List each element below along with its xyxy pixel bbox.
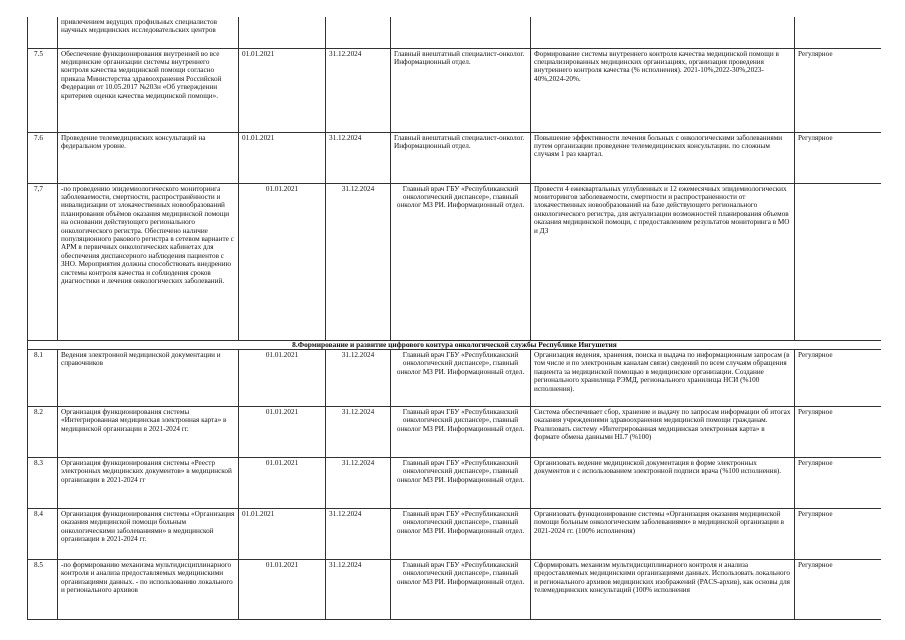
result-cell: Сформировать механизм мультидисциплинарного контроля и анализа предоставляемых медицинскими организациями данных. Использовать локального и регионального архивов медицинских изображений (PACS-архив), как основы для телемедицинских консультаций (100% исполнения (531, 559, 795, 619)
type-cell: Регулярное (795, 132, 882, 183)
action-cell: -по проведению эпидемиологического мониторинга заболеваемости, смертности, распространённости и инвалидизации от злокачественных новообразований планирования объёмов оказания медицинской помощи на основании действующего регионального онкологического регистра. Обеспечено наличие популяционного ракового регистра в сетевом варианте с АРМ в первичных онкологических кабинетах для обеспечения диспансерного наблюдения пациентов с ЗНО. Мероприятия должны способствовать внедрению системы контроля качества и соблюдения сроков диагностики и лечения онкологических заболеваний. (58, 183, 239, 340)
row-number (28, 17, 58, 48)
end-date-cell: 31.12.2024 (326, 48, 391, 132)
action-cell: Организация функционирования системы «Интегрированная медицинская электронная карта» в медицинской организации в 2021-2024 гг. (58, 406, 239, 457)
row-number: 7.5 (28, 48, 58, 132)
row-number: 8.2 (28, 406, 58, 457)
section-header-row (28, 340, 882, 349)
result-cell: Провести 4 ежеквартальных углубленных и 12 ежемесячных эпидемиологических мониторингов заболеваемости, смертности и распространенности от злокачественных новообразований на базе действующего регионального онкологического регистра, для актуализации возможностей планирования объемов оказания медицинской помощи, с предоставлением результатов мониторинга в МО и ДЗ (531, 183, 795, 340)
end-date-cell: 31.12.2024 (326, 349, 391, 406)
row-number: 7.6 (28, 132, 58, 183)
type-cell: Регулярное (795, 457, 882, 508)
start-date-cell: 01.01.2021 (239, 559, 326, 619)
start-date-cell: 01.01.2021 (239, 48, 326, 132)
responsible-cell: Главный внештатный специалист-онколог. Информационный отдел. (391, 132, 531, 183)
action-cell: Проведение телемедицинских консультаций на федеральном уровне. (58, 132, 239, 183)
action-cell: Ведения электронной медицинской документации и справочников (58, 349, 239, 406)
type-cell (795, 183, 882, 340)
table-row (28, 183, 882, 340)
result-cell: Формирование системы внутреннего контроля качества медицинской помощи в специализированных медицинских организациях, организация проведения внутреннего контроля качества (% исполнения). 2021-10%,2022-30%,2023-40%,2024-20%. (531, 48, 795, 132)
responsible-cell: Главный врач ГБУ «Республиканский онкологический диспансер», главный онколог МЗ РИ. Информационный отдел. (391, 559, 531, 619)
start-date-cell (239, 17, 326, 48)
responsible-cell: Главный врач ГБУ «Республиканский онкологический диспансер», главный онколог МЗ РИ. Информационный отдел. (391, 349, 531, 406)
table-row (28, 48, 882, 132)
table-row (28, 17, 882, 48)
type-cell: Регулярное (795, 508, 882, 559)
table-row (28, 132, 882, 183)
action-cell: -по формированию механизма мультидисциплинарного контроля и анализа предоставляемых медицинскими организациями данных. - по использованию локального и регионального архивов (58, 559, 239, 619)
result-cell: Организация ведения, хранения, поиска и выдача по информационным запросам (в том числе и по электронным каналам связи) сведений по всем случаям обращения пациента за медицинской помощью в медицинские организации. Создание регионального хранилища РЭМД, регионального хранилища НСИ (%100 исполнения). (531, 349, 795, 406)
start-date-cell: 01.01.2021 (239, 406, 326, 457)
type-cell: Регулярное (795, 406, 882, 457)
action-cell: Организация функционирования системы «Организация оказания медицинской помощи больным онкологическими заболеваниями» в медицинской организации в 2021-2024 гг. (58, 508, 239, 559)
type-cell: Регулярное (795, 48, 882, 132)
table-row (28, 457, 882, 508)
end-date-cell (326, 17, 391, 48)
row-number: 7,7 (28, 183, 58, 340)
table-row (28, 559, 882, 619)
row-number: 8.4 (28, 508, 58, 559)
end-date-cell: 31.12.2024 (326, 508, 391, 559)
responsible-cell: Главный врач ГБУ «Республиканский онкологический диспансер», главный онколог МЗ РИ. Информационный отдел. (391, 508, 531, 559)
end-date-cell: 31.12.2024 (326, 559, 391, 619)
responsible-cell: Главный врач ГБУ «Республиканский онкологический диспансер», главный онколог МЗ РИ. Информационный отдел. (391, 406, 531, 457)
action-cell: Организация функционирования системы «Реестр электронных медицинских документов» в медицинской организации в 2021-2024 гг (58, 457, 239, 508)
responsible-cell: Главный врач ГБУ «Республиканский онкологический диспансер», главный онколог МЗ РИ. Информационный отдел. (391, 457, 531, 508)
responsible-cell (391, 17, 531, 48)
type-cell (795, 17, 882, 48)
section-title: 8.Формирование и развитие цифрового контура онкологической службы Республике Ингушетия (28, 340, 882, 349)
type-cell: Регулярное (795, 349, 882, 406)
table-row (28, 349, 882, 406)
start-date-cell: 01.01.2021 (239, 132, 326, 183)
table-row (28, 508, 882, 559)
start-date-cell: 01.01.2021 (239, 183, 326, 340)
end-date-cell: 31.12.2024 (326, 132, 391, 183)
row-number: 8.3 (28, 457, 58, 508)
end-date-cell: 31.12.2024 (326, 457, 391, 508)
start-date-cell: 01.01.2021 (239, 508, 326, 559)
result-cell (531, 17, 795, 48)
document-page (27, 17, 881, 627)
end-date-cell: 31.12.2024 (326, 406, 391, 457)
start-date-cell: 01.01.2021 (239, 457, 326, 508)
responsible-cell: Главный врач ГБУ «Республиканский онкологический диспансер», главный онколог МЗ РИ. Информационный отдел. (391, 183, 531, 340)
action-plan-table (27, 17, 881, 620)
result-cell: Организовать ведение медицинской документация в форме электронных документов и с использованием электронной подписи врача (%100 исполнения). (531, 457, 795, 508)
responsible-cell: Главный внештатный специалист-онколог. Информационный отдел. (391, 48, 531, 132)
result-cell: Система обеспечивает сбор, хранение и выдачу по запросам информации об итогах оказания учреждениями здравоохранения медицинской помощи гражданам. Реализовать систему «Интегрированная медицинская электронная карта» в формате обмена данными HL7 (%100) (531, 406, 795, 457)
action-cell: Обеспечение функционирования внутренней во все медицинские организации системы внутреннего контроля качества медицинской помощи согласно приказа Министерства здравоохранения Российской Федерации от 10.05.2017 №203н «Об утверждении критериев оценки качества медицинской помощи». (58, 48, 239, 132)
row-number: 8.1 (28, 349, 58, 406)
result-cell: Организовать функционирование системы «Организация оказания медицинской помощи больным онкологическим заболеваниями» в медицинской организации в 2021-2024 гг. (100% исполнения) (531, 508, 795, 559)
table-row (28, 406, 882, 457)
end-date-cell: 31.12.2024 (326, 183, 391, 340)
result-cell: Повышение эффективности лечения больных с онкологическими заболеваниями путем организации проведение телемедицинских консультации. по сложным случаям 1 раз квартал. (531, 132, 795, 183)
action-cell: привлечением ведущих профильных специалистов научных медицинских исследовательских центров (58, 17, 239, 48)
row-number: 8.5 (28, 559, 58, 619)
type-cell: Регулярное (795, 559, 882, 619)
start-date-cell: 01.01.2021 (239, 349, 326, 406)
